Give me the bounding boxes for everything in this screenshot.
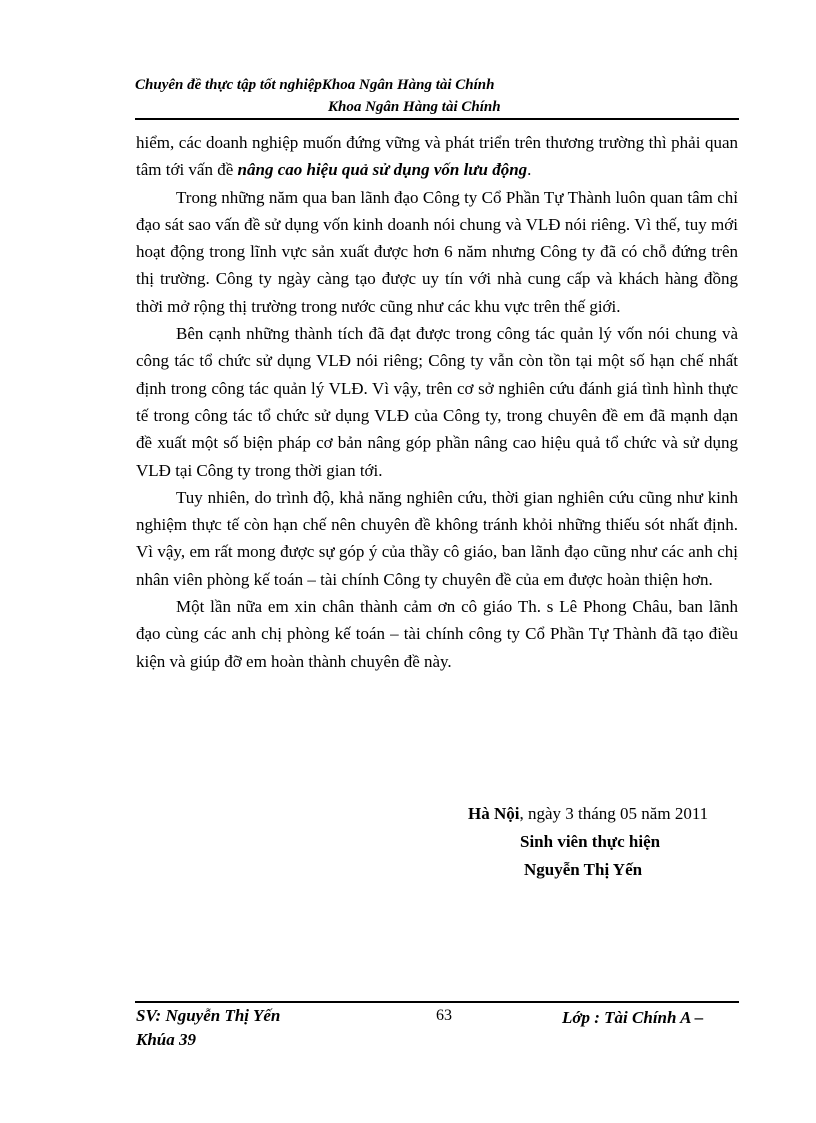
signature-date-line — [468, 800, 708, 828]
paragraph-1-text: hiểm, các doanh nghiệp muốn đứng vững và phát triển trên thương trường thì phải quan tâm tới vấn đề — [136, 133, 738, 180]
signature-place: Hà Nội — [468, 804, 520, 823]
header-divider — [135, 118, 739, 120]
paragraph-5: Một lần nữa em xin chân thành cảm ơn cô giáo Th. s Lê Phong Châu, ban lãnh đạo cùng các anh chị phòng kế toán – tài chính công ty Cổ Phần Tự Thành đã tạo điều kiện và giúp đỡ em hoàn thành chuyên đề này. — [136, 597, 738, 671]
paragraph-2: Trong những năm qua ban lãnh đạo Công ty Cổ Phần Tự Thành luôn quan tâm chỉ đạo sát sao vấn đề sử dụng vốn kinh doanh nói chung và VLĐ nói riêng. Vì thế, tuy mới hoạt động trong lĩnh vực sản xuất được hơn 6 năm nhưng Công ty đã có chỗ đứng trên thị trường. Công ty ngày càng tạo được uy tín với nhà cung cấp và khách hàng đồng thời mở rộng thị trường trong nước cũng như các khu vực trên thế giới. — [136, 187, 738, 316]
paragraph-1-end: . — [527, 160, 532, 180]
footer-class-label: Lớp : Tài Chính A – — [562, 1008, 704, 1027]
signature-date: , ngày 3 tháng 05 năm 2011 — [519, 804, 709, 823]
page-number: 63 — [436, 1007, 452, 1024]
document-body — [136, 129, 738, 675]
page-header — [135, 74, 745, 118]
footer-student-name: SV: Nguyễn Thị Yến — [136, 1006, 281, 1025]
signature-name: Nguyễn Thị Yến — [524, 860, 643, 879]
footer-student-info — [136, 1004, 336, 1052]
paragraph-1 — [136, 129, 738, 184]
footer-divider — [135, 1001, 739, 1003]
paragraph-4: Tuy nhiên, do trình độ, khả năng nghiên cứu, thời gian nghiên cứu cũng như kinh nghiệm thực tế còn hạn chế nên chuyên đề không tránh khỏi những thiếu sót nhất định. Vì vậy, em rất mong được sự góp ý của thầy cô giáo, ban lãnh đạo cũng như các anh chị nhân viên phòng kế toán – tài chính Công ty chuyên đề của em được hoàn thiện hơn. — [136, 487, 738, 589]
paragraph-1-emphasis: nâng cao hiệu quả sử dụng vốn lưu động — [237, 160, 528, 180]
paragraph-3: Bên cạnh những thành tích đã đạt được trong công tác quản lý vốn nói chung và công tác tổ chức sử dụng VLĐ nói riêng; Công ty vẫn còn tồn tại một số hạn chế nhất định trong công tác quản lý VLĐ. Vì vậy, trên cơ sở nghiên cứu đánh giá tình hình thực tế trong công tác tổ chức sử dụng VLĐ của Công ty, trong chuyên đề em đã mạnh dạn đề xuất một số biện pháp cơ bản nâng góp phần nâng cao hiệu quả tổ chức và sử dụng VLĐ tại Công ty trong thời gian tới. — [136, 324, 738, 480]
header-title-line2: Khoa Ngân Hàng tài Chính — [328, 99, 501, 115]
signature-role: Sinh viên thực hiện — [520, 832, 661, 851]
header-title-line1: Chuyên đề thực tập tốt nghiệpKhoa Ngân Hàng tài Chính — [135, 77, 495, 93]
footer-course: Khúa 39 — [136, 1030, 196, 1049]
